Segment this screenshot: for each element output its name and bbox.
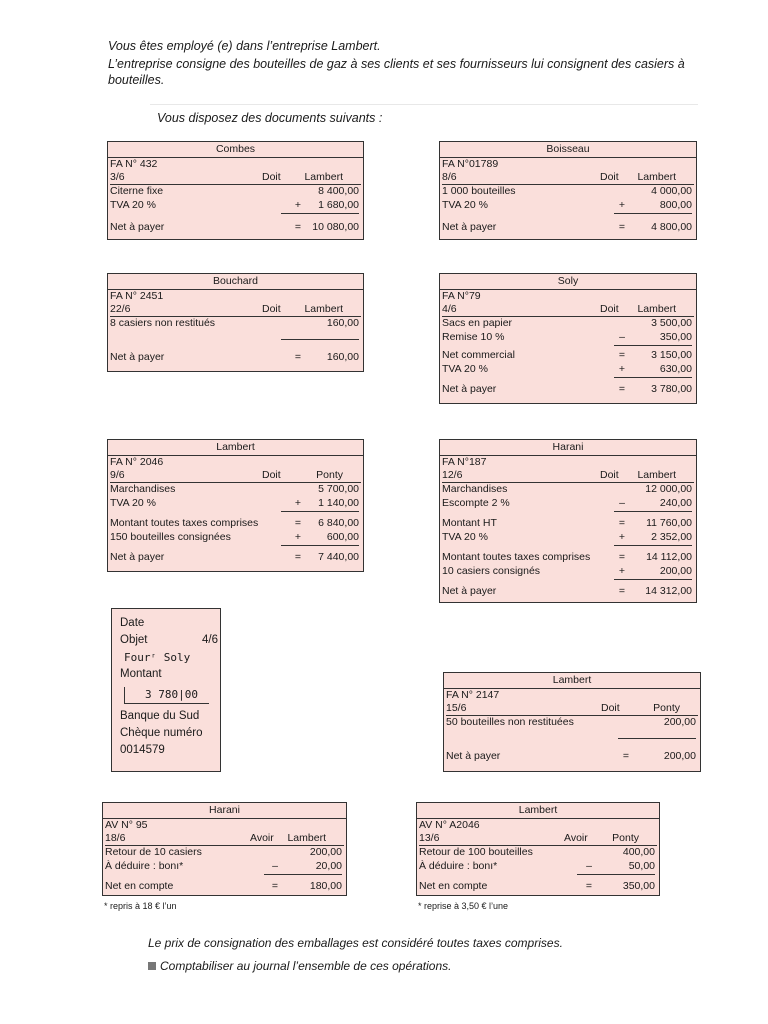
invoice-side: Avoir	[250, 832, 274, 844]
invoice-ref: FA N°187	[442, 456, 487, 468]
divider	[150, 104, 698, 105]
cheque-amount: 3 780|00	[145, 688, 198, 701]
invoice-line	[110, 483, 361, 497]
line-value: 350,00	[659, 331, 692, 343]
line-operator: +	[294, 497, 302, 509]
subtotal-rule	[614, 579, 692, 580]
cheque-date-label: Date	[120, 617, 145, 629]
line-label: Montant toutes taxes comprises	[110, 517, 259, 529]
invoice-title: Lambert	[444, 673, 700, 689]
subtotal-rule	[264, 874, 342, 875]
cheque-number-label: Chèque numéro	[120, 727, 203, 739]
line-label: 8 casiers non restitués	[110, 317, 216, 329]
line-label: Net à payer	[442, 585, 497, 597]
line-operator: =	[271, 880, 279, 892]
subtotal-rule	[281, 213, 359, 214]
invoice-line	[442, 483, 694, 497]
invoice-party: Lambert	[637, 303, 676, 315]
subtotal-rule	[614, 213, 692, 214]
line-operator: =	[585, 880, 593, 892]
line-value: 200,00	[663, 716, 696, 728]
line-value: 630,00	[659, 363, 692, 375]
cheque-objet-value: 4/6	[202, 634, 218, 646]
line-value: 200,00	[309, 846, 342, 858]
line-label: Retour de 100 bouteilles	[419, 846, 533, 858]
invoice-soly	[439, 273, 697, 404]
invoice-ref: FA N° 2046	[110, 456, 164, 468]
invoice-title: Boisseau	[440, 142, 696, 158]
line-operator: =	[618, 517, 626, 529]
subtotal-rule	[577, 874, 655, 875]
invoice-line	[442, 221, 694, 235]
invoice-lambertA2046	[416, 802, 660, 896]
invoice-line	[110, 551, 361, 565]
invoice-party: Lambert	[304, 171, 343, 183]
invoice-title: Harani	[103, 803, 346, 819]
invoice-line	[110, 351, 361, 365]
invoice-combes	[107, 141, 364, 240]
subtitle: Vous disposez des documents suivants :	[157, 111, 383, 125]
invoice-party: Lambert	[637, 171, 676, 183]
invoice-line	[442, 565, 694, 579]
line-value: 6 840,00	[318, 517, 359, 529]
cheque-montant-label: Montant	[120, 668, 162, 680]
invoice-date: 9/6	[110, 469, 125, 481]
invoice-side: Doit	[600, 469, 619, 481]
line-label: 50 bouteilles non restituées	[446, 716, 574, 728]
line-operator: =	[618, 383, 626, 395]
line-operator: +	[618, 199, 626, 211]
invoice-harani187	[439, 439, 697, 603]
cheque-payee: Fourʳ Soly	[124, 651, 191, 664]
invoice-harani95	[102, 802, 347, 896]
line-operator: =	[618, 221, 626, 233]
line-operator: +	[294, 199, 302, 211]
invoice-side: Doit	[262, 171, 281, 183]
invoice-side: Doit	[600, 171, 619, 183]
line-value: 20,00	[315, 860, 342, 872]
line-value: 3 780,00	[651, 383, 692, 395]
invoice-line	[446, 716, 698, 730]
invoice-bouchard	[107, 273, 364, 372]
invoice-ref: FA N°01789	[442, 158, 499, 170]
line-operator: –	[619, 497, 625, 509]
line-label: Net à payer	[110, 351, 165, 363]
subtotal-rule	[614, 345, 692, 346]
invoice-header-row	[110, 469, 361, 483]
line-label: Sacs en papier	[442, 317, 513, 329]
line-value: 8 400,00	[318, 185, 359, 197]
line-value: 3 500,00	[651, 317, 692, 329]
subtotal-rule	[281, 339, 359, 340]
invoice-boisseau	[439, 141, 697, 240]
invoice-header-row	[110, 171, 361, 185]
invoice-ref: AV N° A2046	[419, 819, 480, 831]
line-label: TVA 20 %	[442, 199, 488, 211]
line-label: À déduire : bonı*	[105, 860, 184, 872]
line-value: 800,00	[659, 199, 692, 211]
intro-text	[108, 38, 708, 88]
line-label: Net à payer	[446, 750, 501, 762]
note-harani: * repris à 18 € l’un	[104, 901, 177, 911]
invoice-line	[442, 363, 694, 377]
invoice-title: Soly	[440, 274, 696, 290]
line-value: 600,00	[326, 531, 359, 543]
invoice-header-row	[442, 303, 694, 317]
invoice-party: Ponty	[653, 702, 680, 714]
invoice-side: Avoir	[564, 832, 588, 844]
invoice-title: Lambert	[417, 803, 659, 819]
line-value: 160,00	[326, 317, 359, 329]
invoice-header-row	[419, 832, 657, 846]
invoice-line	[442, 517, 694, 531]
line-label: Net en compte	[105, 880, 174, 892]
line-value: 4 800,00	[651, 221, 692, 233]
invoice-header-row	[110, 303, 361, 317]
line-operator: =	[294, 551, 302, 563]
line-label: Marchandises	[442, 483, 508, 495]
invoice-date: 4/6	[442, 303, 457, 315]
line-label: Net à payer	[442, 383, 497, 395]
subtotal-rule	[614, 511, 692, 512]
line-label: 150 bouteilles consignées	[110, 531, 231, 543]
cheque-bank: Banque du Sud	[120, 710, 200, 722]
invoice-line	[442, 531, 694, 545]
line-value: 7 440,00	[318, 551, 359, 563]
invoice-line	[442, 383, 694, 397]
line-label: Net en compte	[419, 880, 488, 892]
invoice-line	[419, 860, 657, 874]
invoice-date: 15/6	[446, 702, 467, 714]
line-value: 200,00	[663, 750, 696, 762]
invoice-line	[110, 221, 361, 235]
line-value: 1 140,00	[318, 497, 359, 509]
invoice-date: 8/6	[442, 171, 457, 183]
line-operator: =	[618, 349, 626, 361]
invoice-side: Doit	[601, 702, 620, 714]
invoice-side: Doit	[262, 469, 281, 481]
invoice-party: Lambert	[287, 832, 326, 844]
invoice-date: 12/6	[442, 469, 463, 481]
footer-line-2	[148, 959, 452, 973]
invoice-line	[110, 317, 361, 331]
line-label: TVA 20 %	[442, 531, 488, 543]
invoice-line	[110, 517, 361, 531]
invoice-ref: FA N° 2147	[446, 689, 500, 701]
invoice-date: 18/6	[105, 832, 126, 844]
line-label: Citerne fixe	[110, 185, 164, 197]
invoice-side: Doit	[262, 303, 281, 315]
invoice-ref: FA N° 432	[110, 158, 158, 170]
line-value: 350,00	[622, 880, 655, 892]
line-label: À déduire : bonı*	[419, 860, 498, 872]
invoice-line	[110, 531, 361, 545]
invoice-line	[105, 880, 344, 894]
subtotal-rule	[281, 511, 359, 512]
line-value: 160,00	[326, 351, 359, 363]
square-bullet-icon	[148, 962, 156, 970]
cheque-objet	[120, 632, 220, 649]
line-label: 1 000 bouteilles	[442, 185, 516, 197]
line-operator: =	[294, 221, 302, 233]
line-operator: =	[294, 517, 302, 529]
line-label: Retour de 10 casiers	[105, 846, 202, 858]
line-value: 400,00	[622, 846, 655, 858]
intro-line-2: L’entreprise consigne des bouteilles de gaz à ses clients et ses fournisseurs lui consignent des casiers à bouteilles.	[108, 57, 685, 87]
invoice-date: 22/6	[110, 303, 131, 315]
invoice-title: Lambert	[108, 440, 363, 456]
line-value: 14 312,00	[645, 585, 692, 597]
intro-line-1: Vous êtes employé (e) dans l’entreprise Lambert.	[108, 39, 381, 53]
line-value: 12 000,00	[645, 483, 692, 495]
invoice-line	[442, 497, 694, 511]
invoice-line	[442, 331, 694, 345]
line-value: 4 000,00	[651, 185, 692, 197]
line-label: Net à payer	[442, 221, 497, 233]
line-label: TVA 20 %	[110, 199, 156, 211]
invoice-line	[442, 585, 694, 599]
invoice-line	[442, 349, 694, 363]
subtotal-rule	[614, 377, 692, 378]
line-value: 3 150,00	[651, 349, 692, 361]
line-operator: +	[618, 363, 626, 375]
line-operator: =	[294, 351, 302, 363]
invoice-party: Lambert	[304, 303, 343, 315]
invoice-header-row	[442, 171, 694, 185]
invoice-line	[105, 860, 344, 874]
line-value: 180,00	[309, 880, 342, 892]
invoice-line	[442, 317, 694, 331]
line-value: 11 760,00	[646, 517, 692, 529]
line-value: 200,00	[659, 565, 692, 577]
line-label: Remise 10 %	[442, 331, 505, 343]
invoice-line	[446, 750, 698, 764]
cheque-objet-label: Objet	[120, 634, 148, 646]
line-operator: –	[619, 331, 625, 343]
line-label: Montant toutes taxes comprises	[442, 551, 591, 563]
line-label: TVA 20 %	[110, 497, 156, 509]
line-value: 10 080,00	[312, 221, 359, 233]
cheque-amount-box	[124, 687, 209, 704]
invoice-line	[419, 846, 657, 860]
footer-line-1: Le prix de consignation des emballages est considéré toutes taxes comprises.	[148, 936, 563, 950]
line-label: Marchandises	[110, 483, 176, 495]
line-value: 14 112,00	[646, 551, 692, 563]
note-lambert: * reprise à 3,50 € l’une	[418, 901, 509, 911]
invoice-line	[110, 199, 361, 213]
invoice-title: Combes	[108, 142, 363, 158]
invoice-title: Harani	[440, 440, 696, 456]
cheque-number: 0014579	[120, 744, 165, 756]
line-label: TVA 20 %	[442, 363, 488, 375]
invoice-header-row	[105, 832, 344, 846]
invoice-lambert2147	[443, 672, 701, 772]
invoice-ref: FA N°79	[442, 290, 481, 302]
invoice-line	[110, 185, 361, 199]
invoice-header-row	[446, 702, 698, 716]
line-value: 2 352,00	[651, 531, 692, 543]
cheque-stub	[111, 608, 221, 772]
invoice-line	[105, 846, 344, 860]
line-operator: +	[618, 565, 626, 577]
invoice-title: Bouchard	[108, 274, 363, 290]
line-operator: =	[618, 585, 626, 597]
subtotal-rule	[614, 545, 692, 546]
line-value: 5 700,00	[318, 483, 359, 495]
line-label: 10 casiers consignés	[442, 565, 541, 577]
line-value: 1 680,00	[318, 199, 359, 211]
invoice-side: Doit	[600, 303, 619, 315]
invoice-lambert2046	[107, 439, 364, 572]
line-value: 240,00	[659, 497, 692, 509]
line-operator: –	[272, 860, 278, 872]
line-label: Montant HT	[442, 517, 497, 529]
invoice-ref: AV N° 95	[105, 819, 148, 831]
subtotal-rule	[618, 738, 696, 739]
line-label: Net à payer	[110, 221, 165, 233]
line-operator: =	[618, 551, 626, 563]
line-label: Escompte 2 %	[442, 497, 510, 509]
invoice-line	[442, 551, 694, 565]
invoice-line	[442, 199, 694, 213]
invoice-party: Ponty	[612, 832, 639, 844]
invoice-date: 3/6	[110, 171, 125, 183]
line-label: Net à payer	[110, 551, 165, 563]
line-value: 50,00	[628, 860, 655, 872]
footer-line-2-text: Comptabiliser au journal l’ensemble de ces opérations.	[160, 959, 452, 973]
line-operator: –	[586, 860, 592, 872]
invoice-ref: FA N° 2451	[110, 290, 164, 302]
invoice-line	[442, 185, 694, 199]
invoice-party: Lambert	[637, 469, 676, 481]
subtotal-rule	[281, 545, 359, 546]
invoice-header-row	[442, 469, 694, 483]
line-label: Net commercial	[442, 349, 515, 361]
line-operator: +	[618, 531, 626, 543]
invoice-date: 13/6	[419, 832, 440, 844]
line-operator: +	[294, 531, 302, 543]
invoice-line	[110, 497, 361, 511]
invoice-line	[419, 880, 657, 894]
invoice-party: Ponty	[316, 469, 343, 481]
line-operator: =	[622, 750, 630, 762]
